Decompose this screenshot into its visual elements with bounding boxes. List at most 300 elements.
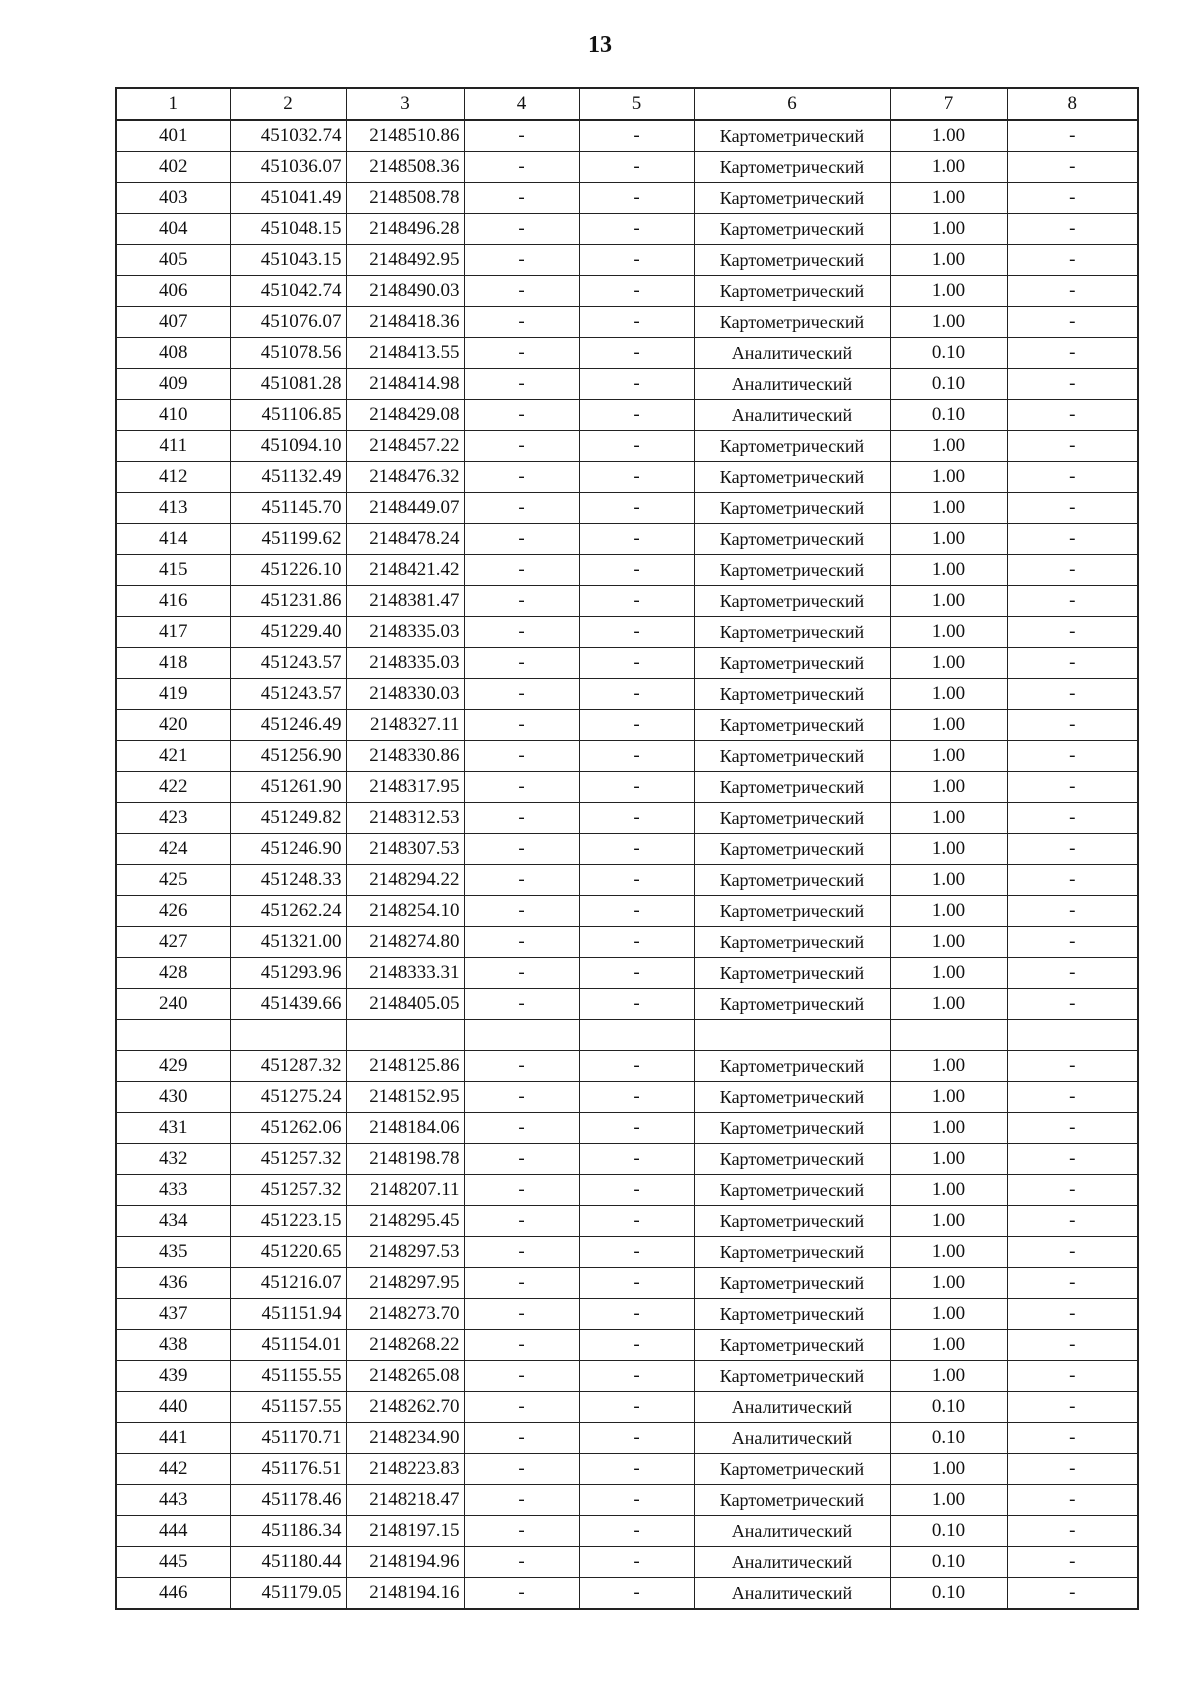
cell-point-number: 430 xyxy=(116,1082,230,1113)
cell-method: Картометрический xyxy=(694,741,890,772)
table-row xyxy=(116,865,1138,896)
cell-point-number: 434 xyxy=(116,1206,230,1237)
cell-col-8: - xyxy=(1007,1237,1138,1268)
cell-y-coordinate: 2148421.42 xyxy=(346,555,464,586)
cell-x-coordinate: 451132.49 xyxy=(230,462,346,493)
cell-method: Картометрический xyxy=(694,555,890,586)
cell-method: Картометрический xyxy=(694,834,890,865)
cell-y-coordinate: 2148307.53 xyxy=(346,834,464,865)
cell-col-4: - xyxy=(464,1547,579,1578)
cell-point-number: 417 xyxy=(116,617,230,648)
cell-col-4: - xyxy=(464,617,579,648)
cell-col-8: - xyxy=(1007,1330,1138,1361)
cell-col-4: - xyxy=(464,152,579,183)
cell-col-5: - xyxy=(579,989,694,1020)
cell-y-coordinate: 2148297.95 xyxy=(346,1268,464,1299)
cell-col-8: - xyxy=(1007,214,1138,245)
cell-col-4: - xyxy=(464,1268,579,1299)
cell-method: Картометрический xyxy=(694,617,890,648)
cell-y-coordinate: 2148492.95 xyxy=(346,245,464,276)
coordinates-table xyxy=(115,87,1139,1610)
table-row xyxy=(116,958,1138,989)
cell-col-4 xyxy=(464,1020,579,1051)
cell-col-8: - xyxy=(1007,865,1138,896)
cell-col-4: - xyxy=(464,772,579,803)
cell-col-8: - xyxy=(1007,1299,1138,1330)
cell-point-number: 429 xyxy=(116,1051,230,1082)
table-row xyxy=(116,586,1138,617)
cell-col-8: - xyxy=(1007,1082,1138,1113)
cell-col-5: - xyxy=(579,772,694,803)
cell-col-4: - xyxy=(464,183,579,214)
cell-point-number: 426 xyxy=(116,896,230,927)
cell-method: Картометрический xyxy=(694,648,890,679)
cell-accuracy: 0.10 xyxy=(890,1392,1007,1423)
cell-accuracy: 1.00 xyxy=(890,183,1007,214)
cell-col-8: - xyxy=(1007,1051,1138,1082)
cell-col-5: - xyxy=(579,1082,694,1113)
cell-col-5: - xyxy=(579,1051,694,1082)
cell-x-coordinate: 451078.56 xyxy=(230,338,346,369)
cell-accuracy: 1.00 xyxy=(890,1237,1007,1268)
cell-point-number: 423 xyxy=(116,803,230,834)
cell-col-4: - xyxy=(464,834,579,865)
cell-x-coordinate: 451216.07 xyxy=(230,1268,346,1299)
cell-y-coordinate: 2148510.86 xyxy=(346,120,464,152)
cell-accuracy: 1.00 xyxy=(890,1206,1007,1237)
cell-point-number: 446 xyxy=(116,1578,230,1610)
table-row xyxy=(116,493,1138,524)
table-row xyxy=(116,772,1138,803)
cell-accuracy: 1.00 xyxy=(890,1144,1007,1175)
cell-x-coordinate: 451287.32 xyxy=(230,1051,346,1082)
cell-method: Картометрический xyxy=(694,865,890,896)
cell-col-4: - xyxy=(464,431,579,462)
cell-col-4: - xyxy=(464,555,579,586)
cell-col-5: - xyxy=(579,958,694,989)
cell-point-number: 421 xyxy=(116,741,230,772)
cell-accuracy: 1.00 xyxy=(890,1485,1007,1516)
cell-col-8: - xyxy=(1007,524,1138,555)
cell-x-coordinate: 451226.10 xyxy=(230,555,346,586)
cell-col-8: - xyxy=(1007,1392,1138,1423)
cell-point-number: 425 xyxy=(116,865,230,896)
cell-point-number: 403 xyxy=(116,183,230,214)
cell-method: Картометрический xyxy=(694,431,890,462)
cell-col-8: - xyxy=(1007,493,1138,524)
table-row xyxy=(116,307,1138,338)
table-row xyxy=(116,1423,1138,1454)
cell-col-8: - xyxy=(1007,679,1138,710)
table-row xyxy=(116,1516,1138,1547)
cell-y-coordinate: 2148254.10 xyxy=(346,896,464,927)
cell-x-coordinate: 451036.07 xyxy=(230,152,346,183)
cell-col-8: - xyxy=(1007,586,1138,617)
cell-x-coordinate: 451262.06 xyxy=(230,1113,346,1144)
cell-col-5: - xyxy=(579,1547,694,1578)
cell-col-4: - xyxy=(464,803,579,834)
table-row xyxy=(116,1082,1138,1113)
table-row xyxy=(116,245,1138,276)
cell-accuracy: 1.00 xyxy=(890,865,1007,896)
cell-col-8: - xyxy=(1007,648,1138,679)
cell-col-4: - xyxy=(464,493,579,524)
table-row xyxy=(116,1144,1138,1175)
cell-col-8: - xyxy=(1007,1206,1138,1237)
cell-method: Картометрический xyxy=(694,1051,890,1082)
cell-col-4: - xyxy=(464,214,579,245)
cell-col-4: - xyxy=(464,958,579,989)
cell-method: Картометрический xyxy=(694,1485,890,1516)
cell-method: Картометрический xyxy=(694,1454,890,1485)
cell-accuracy: 1.00 xyxy=(890,307,1007,338)
cell-col-8: - xyxy=(1007,120,1138,152)
cell-accuracy: 0.10 xyxy=(890,1423,1007,1454)
column-header-5: 5 xyxy=(579,88,694,120)
cell-y-coordinate: 2148274.80 xyxy=(346,927,464,958)
cell-col-5: - xyxy=(579,1454,694,1485)
cell-accuracy: 1.00 xyxy=(890,524,1007,555)
cell-accuracy: 1.00 xyxy=(890,989,1007,1020)
cell-accuracy: 1.00 xyxy=(890,896,1007,927)
cell-col-5: - xyxy=(579,710,694,741)
cell-point-number: 427 xyxy=(116,927,230,958)
cell-point-number: 240 xyxy=(116,989,230,1020)
cell-col-4: - xyxy=(464,369,579,400)
cell-col-5: - xyxy=(579,338,694,369)
cell-col-8: - xyxy=(1007,741,1138,772)
table-row xyxy=(116,1392,1138,1423)
cell-col-4: - xyxy=(464,1051,579,1082)
cell-x-coordinate: 451106.85 xyxy=(230,400,346,431)
table-row xyxy=(116,834,1138,865)
cell-x-coordinate: 451321.00 xyxy=(230,927,346,958)
cell-y-coordinate: 2148262.70 xyxy=(346,1392,464,1423)
cell-col-4: - xyxy=(464,1454,579,1485)
cell-x-coordinate: 451231.86 xyxy=(230,586,346,617)
cell-method: Картометрический xyxy=(694,524,890,555)
cell-x-coordinate: 451180.44 xyxy=(230,1547,346,1578)
cell-accuracy: 1.00 xyxy=(890,648,1007,679)
cell-col-5: - xyxy=(579,927,694,958)
cell-point-number: 433 xyxy=(116,1175,230,1206)
cell-col-8: - xyxy=(1007,1113,1138,1144)
cell-col-4: - xyxy=(464,1082,579,1113)
cell-col-4: - xyxy=(464,1144,579,1175)
cell-x-coordinate: 451257.32 xyxy=(230,1144,346,1175)
cell-point-number: 441 xyxy=(116,1423,230,1454)
cell-col-4: - xyxy=(464,927,579,958)
cell-col-8: - xyxy=(1007,369,1138,400)
cell-y-coordinate: 2148381.47 xyxy=(346,586,464,617)
column-header-6: 6 xyxy=(694,88,890,120)
cell-x-coordinate: 451257.32 xyxy=(230,1175,346,1206)
cell-point-number: 414 xyxy=(116,524,230,555)
cell-method xyxy=(694,1020,890,1051)
cell-col-8: - xyxy=(1007,927,1138,958)
cell-point-number: 406 xyxy=(116,276,230,307)
cell-method: Картометрический xyxy=(694,586,890,617)
cell-method: Картометрический xyxy=(694,958,890,989)
table-row xyxy=(116,1051,1138,1082)
cell-col-8: - xyxy=(1007,710,1138,741)
cell-y-coordinate: 2148429.08 xyxy=(346,400,464,431)
cell-point-number: 435 xyxy=(116,1237,230,1268)
cell-x-coordinate: 451243.57 xyxy=(230,679,346,710)
cell-y-coordinate: 2148335.03 xyxy=(346,648,464,679)
cell-point-number: 424 xyxy=(116,834,230,865)
cell-accuracy: 1.00 xyxy=(890,152,1007,183)
cell-col-4: - xyxy=(464,1485,579,1516)
cell-col-5: - xyxy=(579,1299,694,1330)
cell-accuracy xyxy=(890,1020,1007,1051)
cell-col-5: - xyxy=(579,462,694,493)
table-row xyxy=(116,989,1138,1020)
cell-col-4: - xyxy=(464,120,579,152)
cell-accuracy: 1.00 xyxy=(890,1175,1007,1206)
cell-point-number: 404 xyxy=(116,214,230,245)
cell-col-8: - xyxy=(1007,1423,1138,1454)
cell-point-number: 422 xyxy=(116,772,230,803)
cell-y-coordinate: 2148496.28 xyxy=(346,214,464,245)
cell-y-coordinate: 2148478.24 xyxy=(346,524,464,555)
table-row xyxy=(116,524,1138,555)
cell-col-5: - xyxy=(579,1206,694,1237)
table-row xyxy=(116,1547,1138,1578)
cell-x-coordinate: 451220.65 xyxy=(230,1237,346,1268)
cell-col-5: - xyxy=(579,555,694,586)
cell-col-5: - xyxy=(579,741,694,772)
cell-col-8: - xyxy=(1007,183,1138,214)
cell-x-coordinate: 451094.10 xyxy=(230,431,346,462)
cell-col-5: - xyxy=(579,400,694,431)
cell-x-coordinate: 451081.28 xyxy=(230,369,346,400)
cell-y-coordinate: 2148476.32 xyxy=(346,462,464,493)
cell-accuracy: 0.10 xyxy=(890,369,1007,400)
cell-accuracy: 1.00 xyxy=(890,927,1007,958)
cell-accuracy: 1.00 xyxy=(890,214,1007,245)
cell-col-4: - xyxy=(464,741,579,772)
cell-point-number: 415 xyxy=(116,555,230,586)
cell-col-4: - xyxy=(464,245,579,276)
cell-col-8: - xyxy=(1007,152,1138,183)
page-number: 13 xyxy=(588,32,612,58)
cell-method: Картометрический xyxy=(694,927,890,958)
cell-col-5: - xyxy=(579,803,694,834)
cell-y-coordinate: 2148317.95 xyxy=(346,772,464,803)
cell-y-coordinate: 2148312.53 xyxy=(346,803,464,834)
cell-col-8: - xyxy=(1007,400,1138,431)
cell-col-8: - xyxy=(1007,896,1138,927)
cell-col-5: - xyxy=(579,120,694,152)
cell-method: Картометрический xyxy=(694,152,890,183)
cell-y-coordinate: 2148508.36 xyxy=(346,152,464,183)
cell-method: Аналитический xyxy=(694,1392,890,1423)
table-row xyxy=(116,1578,1138,1610)
cell-accuracy: 0.10 xyxy=(890,400,1007,431)
cell-col-4: - xyxy=(464,1392,579,1423)
cell-method: Картометрический xyxy=(694,493,890,524)
cell-col-8: - xyxy=(1007,834,1138,865)
cell-accuracy: 0.10 xyxy=(890,1547,1007,1578)
cell-col-8: - xyxy=(1007,1361,1138,1392)
cell-point-number: 437 xyxy=(116,1299,230,1330)
cell-x-coordinate: 451179.05 xyxy=(230,1578,346,1610)
cell-point-number: 408 xyxy=(116,338,230,369)
cell-x-coordinate: 451439.66 xyxy=(230,989,346,1020)
cell-y-coordinate: 2148508.78 xyxy=(346,183,464,214)
cell-col-5: - xyxy=(579,1113,694,1144)
cell-point-number: 413 xyxy=(116,493,230,524)
cell-x-coordinate: 451261.90 xyxy=(230,772,346,803)
cell-col-4: - xyxy=(464,989,579,1020)
cell-accuracy: 1.00 xyxy=(890,276,1007,307)
cell-method: Аналитический xyxy=(694,1516,890,1547)
cell-x-coordinate: 451246.49 xyxy=(230,710,346,741)
cell-col-4: - xyxy=(464,865,579,896)
cell-col-4: - xyxy=(464,1237,579,1268)
cell-col-4: - xyxy=(464,1330,579,1361)
cell-method: Картометрический xyxy=(694,989,890,1020)
cell-col-5: - xyxy=(579,152,694,183)
cell-col-5: - xyxy=(579,369,694,400)
cell-col-4: - xyxy=(464,338,579,369)
table-row xyxy=(116,462,1138,493)
cell-method: Аналитический xyxy=(694,338,890,369)
cell-col-8: - xyxy=(1007,1144,1138,1175)
cell-method: Картометрический xyxy=(694,1082,890,1113)
cell-col-8: - xyxy=(1007,1175,1138,1206)
cell-x-coordinate: 451199.62 xyxy=(230,524,346,555)
cell-point-number: 412 xyxy=(116,462,230,493)
cell-col-8: - xyxy=(1007,1516,1138,1547)
cell-col-8: - xyxy=(1007,462,1138,493)
table-row xyxy=(116,276,1138,307)
cell-method: Аналитический xyxy=(694,1578,890,1610)
table-row xyxy=(116,1299,1138,1330)
cell-accuracy: 1.00 xyxy=(890,741,1007,772)
cell-y-coordinate: 2148218.47 xyxy=(346,1485,464,1516)
cell-col-5: - xyxy=(579,1330,694,1361)
cell-col-4: - xyxy=(464,648,579,679)
table-row xyxy=(116,1175,1138,1206)
cell-accuracy: 1.00 xyxy=(890,958,1007,989)
cell-x-coordinate: 451042.74 xyxy=(230,276,346,307)
cell-y-coordinate: 2148449.07 xyxy=(346,493,464,524)
cell-x-coordinate: 451223.15 xyxy=(230,1206,346,1237)
cell-point-number: 443 xyxy=(116,1485,230,1516)
cell-y-coordinate: 2148268.22 xyxy=(346,1330,464,1361)
cell-point-number: 405 xyxy=(116,245,230,276)
column-header-8: 8 xyxy=(1007,88,1138,120)
cell-col-5: - xyxy=(579,617,694,648)
cell-col-8: - xyxy=(1007,1547,1138,1578)
column-header-7: 7 xyxy=(890,88,1007,120)
cell-col-8: - xyxy=(1007,958,1138,989)
cell-col-5: - xyxy=(579,1392,694,1423)
table-row xyxy=(116,803,1138,834)
cell-y-coordinate: 2148273.70 xyxy=(346,1299,464,1330)
cell-col-4: - xyxy=(464,307,579,338)
cell-method: Аналитический xyxy=(694,400,890,431)
cell-col-5: - xyxy=(579,431,694,462)
cell-col-4: - xyxy=(464,896,579,927)
cell-col-5: - xyxy=(579,1144,694,1175)
cell-col-4: - xyxy=(464,1299,579,1330)
cell-col-4: - xyxy=(464,276,579,307)
cell-point-number: 431 xyxy=(116,1113,230,1144)
table-row xyxy=(116,1361,1138,1392)
cell-col-5: - xyxy=(579,648,694,679)
table-row xyxy=(116,338,1138,369)
table-row xyxy=(116,1020,1138,1051)
cell-col-5 xyxy=(579,1020,694,1051)
table-row xyxy=(116,555,1138,586)
cell-accuracy: 1.00 xyxy=(890,772,1007,803)
cell-point-number: 411 xyxy=(116,431,230,462)
cell-point-number: 444 xyxy=(116,1516,230,1547)
cell-point-number xyxy=(116,1020,230,1051)
cell-accuracy: 1.00 xyxy=(890,462,1007,493)
cell-method: Картометрический xyxy=(694,1330,890,1361)
cell-x-coordinate: 451076.07 xyxy=(230,307,346,338)
cell-method: Картометрический xyxy=(694,772,890,803)
cell-accuracy: 1.00 xyxy=(890,1082,1007,1113)
cell-col-8: - xyxy=(1007,989,1138,1020)
cell-y-coordinate: 2148327.11 xyxy=(346,710,464,741)
cell-y-coordinate: 2148207.11 xyxy=(346,1175,464,1206)
cell-accuracy: 1.00 xyxy=(890,431,1007,462)
cell-y-coordinate: 2148418.36 xyxy=(346,307,464,338)
cell-col-8: - xyxy=(1007,1268,1138,1299)
cell-accuracy: 1.00 xyxy=(890,710,1007,741)
cell-y-coordinate: 2148234.90 xyxy=(346,1423,464,1454)
cell-method: Картометрический xyxy=(694,1237,890,1268)
cell-method: Картометрический xyxy=(694,1268,890,1299)
cell-y-coordinate: 2148413.55 xyxy=(346,338,464,369)
cell-point-number: 439 xyxy=(116,1361,230,1392)
table-body xyxy=(116,120,1138,1609)
cell-x-coordinate: 451256.90 xyxy=(230,741,346,772)
table-row xyxy=(116,1113,1138,1144)
cell-y-coordinate: 2148414.98 xyxy=(346,369,464,400)
cell-col-4: - xyxy=(464,524,579,555)
cell-y-coordinate: 2148457.22 xyxy=(346,431,464,462)
cell-col-8: - xyxy=(1007,803,1138,834)
cell-col-5: - xyxy=(579,1361,694,1392)
cell-accuracy: 1.00 xyxy=(890,245,1007,276)
table-row xyxy=(116,648,1138,679)
column-header-2: 2 xyxy=(230,88,346,120)
cell-col-5: - xyxy=(579,1237,694,1268)
cell-accuracy: 0.10 xyxy=(890,338,1007,369)
cell-y-coordinate: 2148184.06 xyxy=(346,1113,464,1144)
cell-point-number: 410 xyxy=(116,400,230,431)
cell-accuracy: 1.00 xyxy=(890,617,1007,648)
cell-col-8: - xyxy=(1007,307,1138,338)
cell-x-coordinate: 451262.24 xyxy=(230,896,346,927)
cell-col-5: - xyxy=(579,214,694,245)
cell-method: Картометрический xyxy=(694,1206,890,1237)
cell-method: Картометрический xyxy=(694,710,890,741)
cell-col-4: - xyxy=(464,1113,579,1144)
cell-point-number: 420 xyxy=(116,710,230,741)
cell-accuracy: 1.00 xyxy=(890,834,1007,865)
cell-accuracy: 1.00 xyxy=(890,679,1007,710)
cell-col-5: - xyxy=(579,896,694,927)
cell-method: Картометрический xyxy=(694,1175,890,1206)
cell-y-coordinate: 2148152.95 xyxy=(346,1082,464,1113)
